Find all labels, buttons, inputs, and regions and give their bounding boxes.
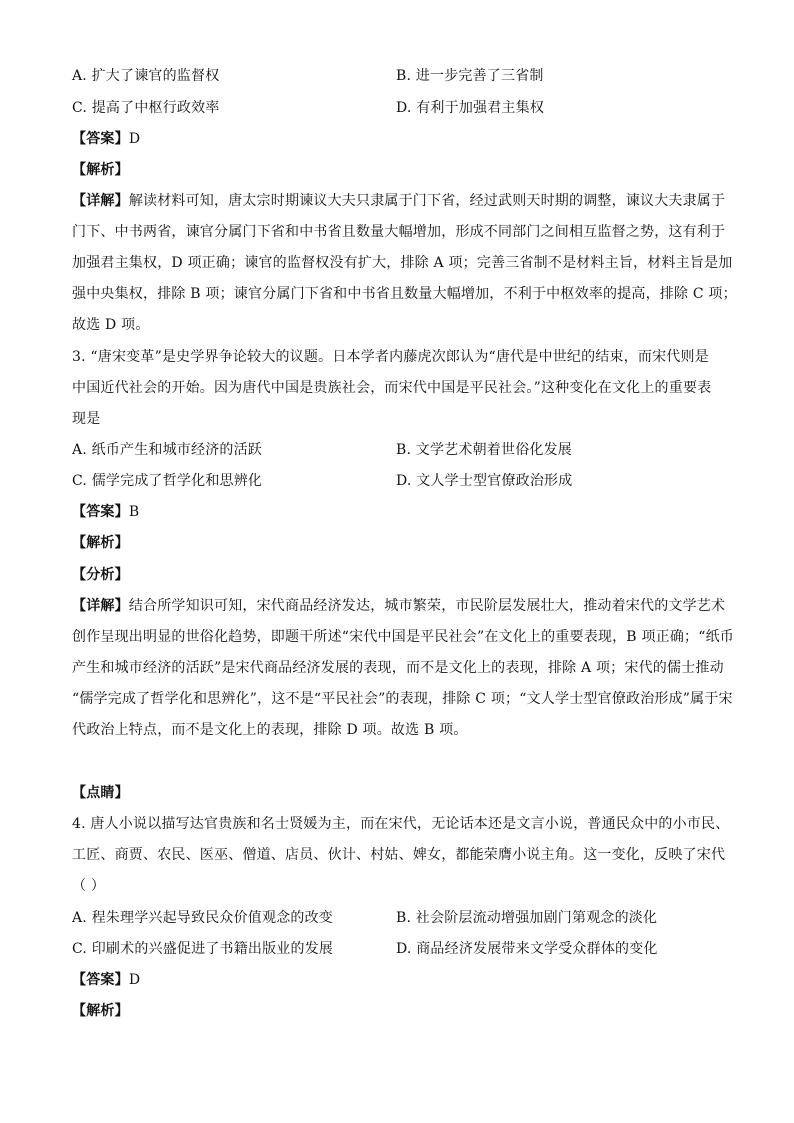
- q3-detail-line-3: 产生和城市经济的活跃”是宋代商品经济发展的表现，而不是文化上的表现，排除 A 项；宋代的儒士推动: [72, 660, 724, 676]
- q3-analysis-tag: 【解析】: [72, 535, 129, 551]
- q4-stem-line-1: 4. 唐人小说以描写达官贵族和名士贤媛为主，而在宋代，无论话本还是文言小说，普通民众中的小市民、: [72, 816, 730, 832]
- q2-detail-line-3: 加强君主集权，D 项正确；谏官的监督权没有扩大，排除 A 项；完善三省制不是材料主旨，材料主旨是加: [72, 255, 733, 271]
- q3-detail-line-2: 创作呈现出明显的世俗化趋势，即题干所述“宋代中国是平民社会”在文化上的重要表现，B 项正确；“纸币: [72, 629, 735, 645]
- q2-analysis-tag: 【解析】: [72, 162, 129, 178]
- q2-detail-line-5: 故选 D 项。: [72, 317, 150, 333]
- q2-option-b: B. 进一步完善了三省制: [396, 68, 544, 84]
- q4-option-d: D. 商品经济发展带来文学受众群体的变化: [396, 941, 658, 957]
- q3-stem-line-1: 3. “唐宋变革”是史学界争论较大的议题。日本学者内藤虎次郎认为“唐代是中世纪的结束，而宋代则是: [72, 349, 709, 365]
- detail-text: 解读材料可知，唐太宗时期谏议大夫只隶属于门下省，经过武则天时期的调整，谏议大夫隶属于: [128, 193, 726, 209]
- answer-tag: 【答案】: [72, 504, 129, 520]
- q3-fenxi-tag: 【分析】: [72, 567, 129, 583]
- q3-stem-line-3: 现是: [72, 411, 101, 427]
- q2-option-a: A. 扩大了谏官的监督权: [72, 68, 220, 84]
- q4-stem-line-2: 工匠、商贾、农民、医巫、僧道、店员、伙计、村姑、婢女，都能荣膺小说主角。这一变化，反映了宋代: [72, 847, 726, 863]
- q4-option-c: C. 印刷术的兴盛促进了书籍出版业的发展: [72, 941, 334, 957]
- q4-stem-line-3: （ ）: [72, 878, 106, 894]
- q3-option-d: D. 文人学士型官僚政治形成: [396, 473, 573, 489]
- q2-option-c: C. 提高了中枢行政效率: [72, 100, 220, 116]
- answer-value: D: [128, 972, 141, 988]
- q4-option-a: A. 程朱理学兴起导致民众价值观念的改变: [72, 910, 334, 926]
- q4-analysis-tag: 【解析】: [72, 1003, 129, 1019]
- q3-answer: [72, 502, 139, 522]
- q3-option-a: A. 纸币产生和城市经济的活跃: [72, 442, 263, 458]
- q3-stem-line-2: 中国近代社会的开始。因为唐代中国是贵族社会，而宋代中国是平民社会。”这种变化在文化上的重要表: [72, 380, 712, 396]
- q3-dianjing-tag: 【点睛】: [72, 785, 129, 801]
- q2-answer: [72, 129, 140, 149]
- detail-text: 结合所学知识可知，宋代商品经济发达，城市繁荣，市民阶层发展壮大，推动着宋代的文学艺术: [128, 598, 726, 614]
- q3-option-c: C. 儒学完成了哲学化和思辨化: [72, 473, 263, 489]
- q3-option-b: B. 文学艺术朝着世俗化发展: [396, 442, 572, 458]
- q3-detail-line-4: “儒学完成了哲学化和思辨化”，这不是“平民社会”的表现，排除 C 项；“文人学士型官僚政治形成”属于宋: [72, 691, 733, 707]
- q3-detail-line-1: [72, 596, 725, 616]
- q2-option-d: D. 有利于加强君主集权: [396, 100, 545, 116]
- q2-detail-line-1: [72, 191, 725, 211]
- q2-detail-line-2: 门下、中书两省，谏官分属门下省和中书省且数量大幅增加，形成不同部门之间相互监督之势，这有利于: [72, 224, 726, 240]
- answer-tag: 【答案】: [72, 972, 129, 988]
- detail-tag: 【详解】: [72, 193, 129, 209]
- q2-detail-line-4: 强中央集权，排除 B 项；谏官分属门下省和中书省且数量大幅增加，不利于中枢效率的提高，排除 C 项；: [72, 286, 737, 302]
- answer-value: D: [128, 131, 141, 147]
- q4-answer: [72, 970, 140, 990]
- detail-tag: 【详解】: [72, 598, 129, 614]
- answer-value: B: [128, 504, 140, 520]
- answer-tag: 【答案】: [72, 131, 129, 147]
- q3-detail-line-5: 代政治上特点，而不是文化上的表现，排除 D 项。故选 B 项。: [72, 722, 468, 738]
- q4-option-b: B. 社会阶层流动增强加剧门第观念的淡化: [396, 910, 658, 926]
